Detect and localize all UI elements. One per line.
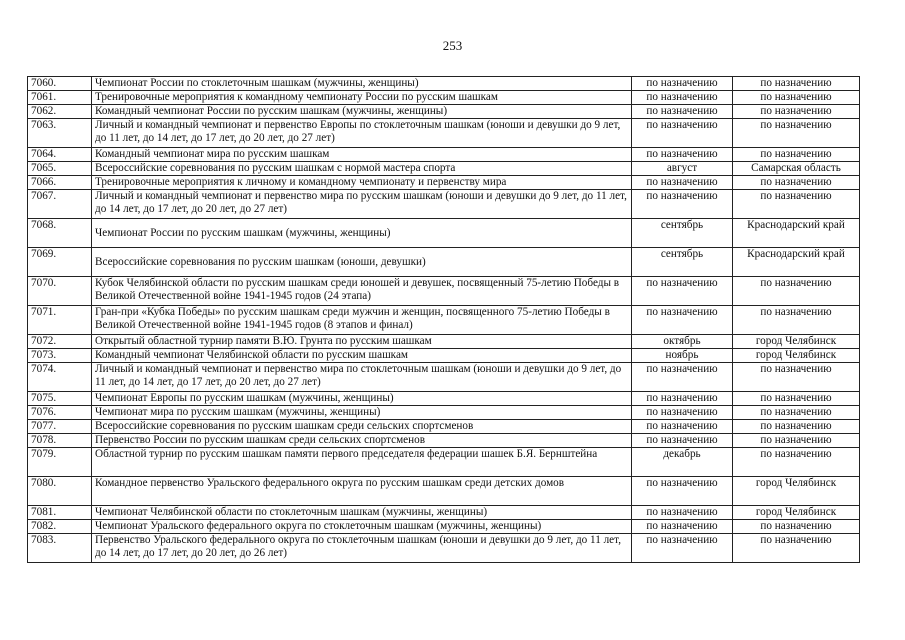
event-date-cell: по назначению <box>632 306 733 335</box>
event-place-cell: по назначению <box>733 176 860 190</box>
table-row <box>28 477 860 506</box>
event-number-cell: 7071. <box>28 306 92 335</box>
event-number-cell: 7060. <box>28 77 92 91</box>
event-date-cell: по назначению <box>632 406 733 420</box>
table-row <box>28 219 860 248</box>
event-name-cell: Тренировочные мероприятия к командному чемпионату России по русским шашкам <box>92 91 632 105</box>
table-row <box>28 434 860 448</box>
table-row <box>28 277 860 306</box>
table-row <box>28 162 860 176</box>
event-name-cell: Тренировочные мероприятия к личному и командному чемпионату и первенству мира <box>92 176 632 190</box>
event-place-cell: по назначению <box>733 406 860 420</box>
event-date-cell: по назначению <box>632 277 733 306</box>
table-row <box>28 306 860 335</box>
event-place-cell: по назначению <box>733 190 860 219</box>
event-name-cell: Командный чемпионат России по русским шашкам (мужчины, женщины) <box>92 105 632 119</box>
event-number-cell: 7074. <box>28 363 92 392</box>
event-name-cell: Личный и командный чемпионат и первенство Европы по стоклеточным шашкам (юноши и девушки до 9 лет, до 11 лет, до 14 лет, до 17 лет, до 20 лет, до 27 лет) <box>92 119 632 148</box>
event-number-cell: 7069. <box>28 248 92 277</box>
event-date-cell: по назначению <box>632 105 733 119</box>
table-row <box>28 148 860 162</box>
table-row <box>28 77 860 91</box>
event-date-cell: по назначению <box>632 77 733 91</box>
event-name-cell: Командное первенство Уральского федерального округа по русским шашкам среди детских домов <box>92 477 632 506</box>
event-name-cell: Чемпионат Уральского федерального округа по стоклеточным шашкам (мужчины, женщины) <box>92 520 632 534</box>
table-row <box>28 176 860 190</box>
event-place-cell: по назначению <box>733 91 860 105</box>
event-date-cell: по назначению <box>632 363 733 392</box>
event-name-cell: Чемпионат России по стоклеточным шашкам (мужчины, женщины) <box>92 77 632 91</box>
event-name-cell: Первенство России по русским шашкам среди сельских спортсменов <box>92 434 632 448</box>
events-table-body <box>28 77 860 563</box>
event-place-cell: по назначению <box>733 77 860 91</box>
table-row <box>28 506 860 520</box>
event-date-cell: ноябрь <box>632 349 733 363</box>
event-number-cell: 7067. <box>28 190 92 219</box>
event-number-cell: 7061. <box>28 91 92 105</box>
event-name-cell: Личный и командный чемпионат и первенство мира по стоклеточным шашкам (юноши и девушки до 9 лет, до 11 лет, до 14 лет, до 17 лет, до 20 лет, до 27 лет) <box>92 363 632 392</box>
table-row <box>28 349 860 363</box>
event-name-cell: Гран-при «Кубка Победы» по русским шашкам среди мужчин и женщин, посвященного 75-летию Победы в Великой Отечественной войне 1941-1945 годов (8 этапов и финал) <box>92 306 632 335</box>
table-row <box>28 448 860 477</box>
event-name-cell: Чемпионат Европы по русским шашкам (мужчины, женщины) <box>92 392 632 406</box>
event-date-cell: по назначению <box>632 119 733 148</box>
event-number-cell: 7062. <box>28 105 92 119</box>
event-date-cell: по назначению <box>632 477 733 506</box>
event-name-cell: Первенство Уральского федерального округа по стоклеточным шашкам (юноши и девушки до 9 лет, до 11 лет, до 14 лет, до 17 лет, до 20 лет, до 26 лет) <box>92 534 632 563</box>
event-place-cell: по назначению <box>733 392 860 406</box>
event-place-cell: по назначению <box>733 119 860 148</box>
table-row <box>28 406 860 420</box>
event-place-cell: город Челябинск <box>733 506 860 520</box>
table-row <box>28 190 860 219</box>
event-name-cell: Чемпионат России по русским шашкам (мужчины, женщины) <box>92 219 632 248</box>
event-number-cell: 7065. <box>28 162 92 176</box>
event-number-cell: 7070. <box>28 277 92 306</box>
events-table <box>27 76 860 563</box>
event-date-cell: октябрь <box>632 335 733 349</box>
event-place-cell: город Челябинск <box>733 349 860 363</box>
event-number-cell: 7064. <box>28 148 92 162</box>
event-place-cell: по назначению <box>733 520 860 534</box>
event-number-cell: 7081. <box>28 506 92 520</box>
page-number: 253 <box>442 38 463 53</box>
event-number-cell: 7083. <box>28 534 92 563</box>
table-row <box>28 534 860 563</box>
table-row <box>28 392 860 406</box>
event-name-cell: Всероссийские соревнования по русским шашкам (юноши, девушки) <box>92 248 632 277</box>
event-name-cell: Открытый областной турнир памяти В.Ю. Грунта по русским шашкам <box>92 335 632 349</box>
event-place-cell: по назначению <box>733 420 860 434</box>
event-place-cell: Самарская область <box>733 162 860 176</box>
event-number-cell: 7072. <box>28 335 92 349</box>
event-number-cell: 7076. <box>28 406 92 420</box>
table-row <box>28 105 860 119</box>
event-number-cell: 7063. <box>28 119 92 148</box>
event-number-cell: 7073. <box>28 349 92 363</box>
table-row <box>28 119 860 148</box>
event-date-cell: декабрь <box>632 448 733 477</box>
table-row <box>28 363 860 392</box>
event-place-cell: Краснодарский край <box>733 248 860 277</box>
event-number-cell: 7079. <box>28 448 92 477</box>
event-number-cell: 7066. <box>28 176 92 190</box>
event-number-cell: 7077. <box>28 420 92 434</box>
table-row <box>28 520 860 534</box>
event-date-cell: по назначению <box>632 506 733 520</box>
event-place-cell: по назначению <box>733 448 860 477</box>
event-date-cell: по назначению <box>632 91 733 105</box>
event-name-cell: Всероссийские соревнования по русским шашкам с нормой мастера спорта <box>92 162 632 176</box>
event-place-cell: по назначению <box>733 148 860 162</box>
event-date-cell: август <box>632 162 733 176</box>
event-date-cell: сентябрь <box>632 248 733 277</box>
event-name-cell: Командный чемпионат Челябинской области по русским шашкам <box>92 349 632 363</box>
event-number-cell: 7078. <box>28 434 92 448</box>
event-date-cell: по назначению <box>632 190 733 219</box>
event-name-cell: Чемпионат Челябинской области по стоклеточным шашкам (мужчины, женщины) <box>92 506 632 520</box>
event-place-cell: Краснодарский край <box>733 219 860 248</box>
event-date-cell: по назначению <box>632 176 733 190</box>
event-number-cell: 7080. <box>28 477 92 506</box>
event-date-cell: по назначению <box>632 534 733 563</box>
event-place-cell: город Челябинск <box>733 477 860 506</box>
event-date-cell: по назначению <box>632 420 733 434</box>
event-number-cell: 7082. <box>28 520 92 534</box>
table-row <box>28 248 860 277</box>
event-name-cell: Личный и командный чемпионат и первенство мира по русским шашкам (юноши и девушки до 9 лет, до 11 лет, до 14 лет, до 17 лет, до 20 лет, до 27 лет) <box>92 190 632 219</box>
event-number-cell: 7068. <box>28 219 92 248</box>
event-date-cell: по назначению <box>632 520 733 534</box>
event-name-cell: Всероссийские соревнования по русским шашкам среди сельских спортсменов <box>92 420 632 434</box>
event-place-cell: по назначению <box>733 105 860 119</box>
table-row <box>28 420 860 434</box>
event-name-cell: Чемпионат мира по русским шашкам (мужчины, женщины) <box>92 406 632 420</box>
event-place-cell: по назначению <box>733 363 860 392</box>
table-row <box>28 91 860 105</box>
event-date-cell: по назначению <box>632 434 733 448</box>
event-place-cell: город Челябинск <box>733 335 860 349</box>
event-date-cell: сентябрь <box>632 219 733 248</box>
event-place-cell: по назначению <box>733 277 860 306</box>
table-row <box>28 335 860 349</box>
event-name-cell: Командный чемпионат мира по русским шашкам <box>92 148 632 162</box>
event-date-cell: по назначению <box>632 148 733 162</box>
event-place-cell: по назначению <box>733 306 860 335</box>
event-place-cell: по назначению <box>733 534 860 563</box>
event-number-cell: 7075. <box>28 392 92 406</box>
event-name-cell: Кубок Челябинской области по русским шашкам среди юношей и девушек, посвященный 75-летию Победы в Великой Отечественной войне 1941-1945 годов (24 этапа) <box>92 277 632 306</box>
event-date-cell: по назначению <box>632 392 733 406</box>
event-place-cell: по назначению <box>733 434 860 448</box>
event-name-cell: Областной турнир по русским шашкам памяти первого председателя федерации шашек Б.Я. Бернштейна <box>92 448 632 477</box>
